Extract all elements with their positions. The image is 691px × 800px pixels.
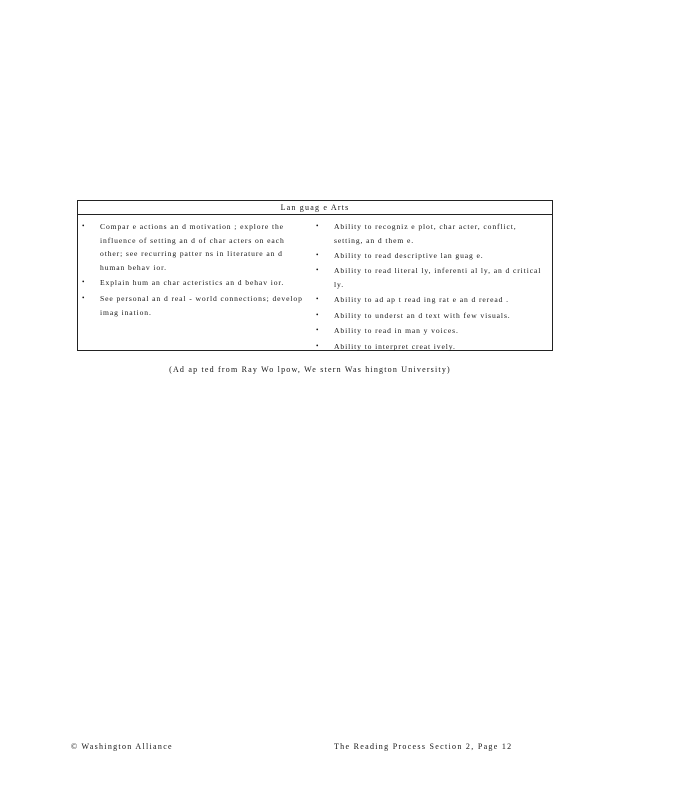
- list-item-text: Ability to recogniz e plot, char acter, conflict, setting, an d them e.: [334, 222, 517, 245]
- list-item-text: Ability to interpret creat ively.: [334, 341, 456, 351]
- list-item: [316, 220, 544, 247]
- list-item-text: Ability to read in man y voices.: [334, 326, 459, 336]
- list-item-text: Ability to read descriptive lan guag e.: [334, 250, 484, 260]
- language-arts-table: [77, 200, 553, 351]
- bullet-icon: •: [316, 250, 320, 259]
- list-item-text: Ability to ad ap t read ing rat e an d reread .: [334, 295, 509, 305]
- bullet-icon: •: [82, 278, 86, 287]
- bullet-icon: •: [82, 293, 86, 302]
- list-item: [82, 292, 308, 319]
- list-item: [316, 249, 544, 263]
- list-item: [82, 220, 308, 274]
- footer-page-reference: The Reading Process Section 2, Page 12: [334, 742, 513, 751]
- bullet-icon: •: [316, 341, 320, 350]
- footer-copyright: © Washington Alliance: [71, 742, 173, 751]
- list-item-text: Compar e actions an d motivation ; explore the influence of setting an d of char acters on each other; see recurring patter ns in literature an d human behav ior.: [100, 222, 285, 272]
- list-item: [316, 324, 544, 338]
- table-title: Lan guag e Arts: [78, 201, 552, 215]
- bullet-icon: •: [316, 222, 320, 230]
- bullet-icon: •: [316, 295, 320, 304]
- table-columns: [78, 215, 552, 355]
- list-item: [316, 293, 544, 307]
- list-item: [316, 264, 544, 291]
- list-item-text: Explain hum an char acteristics an d behav ior.: [100, 278, 285, 288]
- right-column: [316, 215, 552, 355]
- bullet-icon: •: [316, 310, 320, 319]
- bullet-icon: •: [82, 222, 86, 230]
- list-item: [82, 276, 308, 290]
- right-bullet-list: [316, 220, 544, 353]
- list-item-text: See personal an d real - world connections; develop imag ination.: [100, 293, 303, 317]
- list-item-text: Ability to underst an d text with few visuals.: [334, 310, 511, 320]
- list-item: [316, 340, 544, 354]
- list-item-text: Ability to read literal ly, inferenti al ly, an d critical ly.: [334, 266, 542, 289]
- left-column: [78, 215, 316, 355]
- bullet-icon: •: [316, 266, 320, 275]
- source-caption: (Ad ap ted from Ray Wo lpow, We stern Was hington University): [169, 365, 451, 374]
- left-bullet-list: [82, 220, 308, 319]
- list-item: [316, 309, 544, 323]
- bullet-icon: •: [316, 326, 320, 335]
